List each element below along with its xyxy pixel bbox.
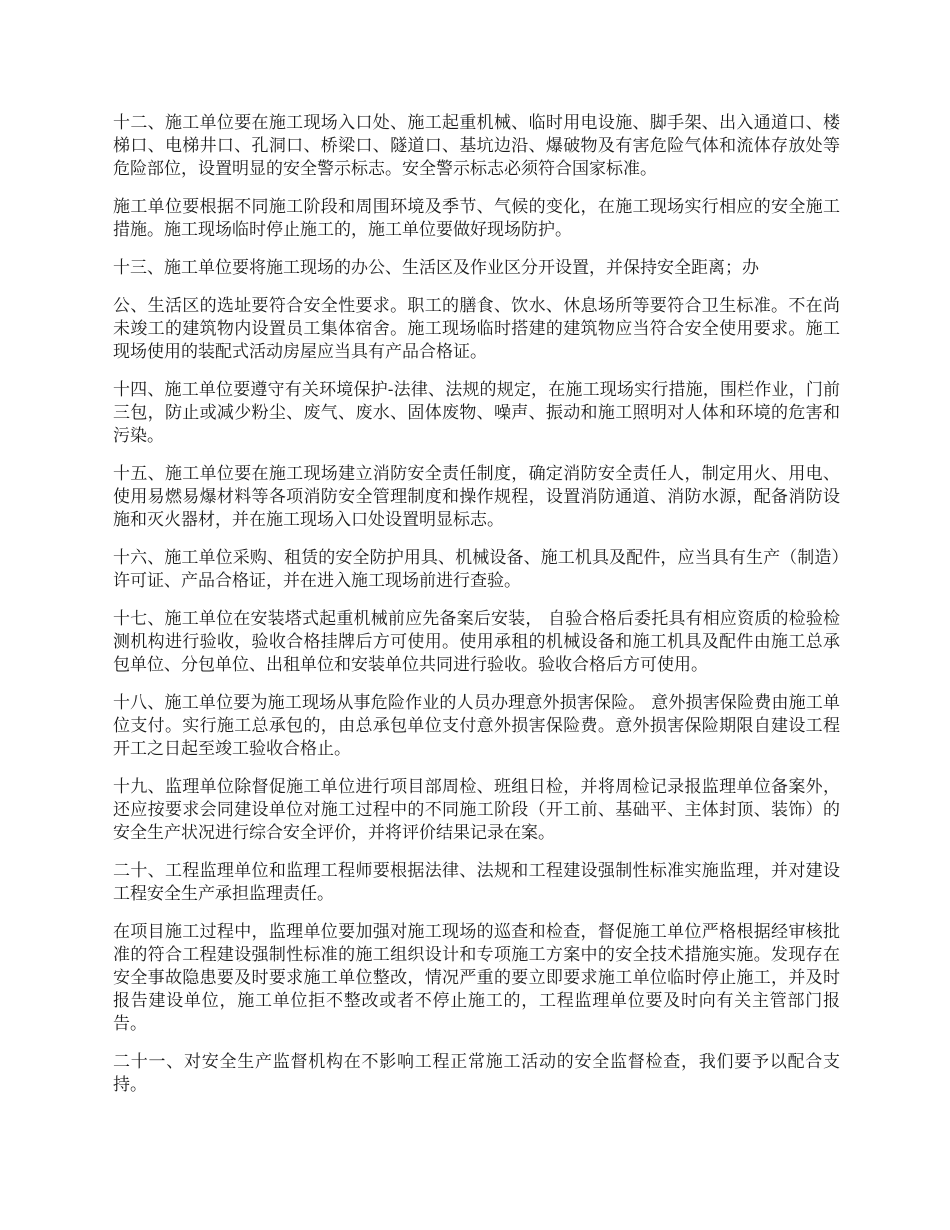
paragraph-12: 十二、施工单位要在施工现场入口处、施工起重机械、临时用电设施、脚手架、出入通道口、楼梯口、电梯井口、孔洞口、桥梁口、隧道口、基坑边沿、爆破物及有害危险气体和流体存放处等危险部位，设置明显的安全警示标志。安全警示标志必须符合国家标准。 — [113, 113, 840, 179]
paragraph-13-continued: 公、生活区的选址要符合安全性要求。职工的膳食、饮水、休息场所等要符合卫生标准。不在尚未竣工的建筑物内设置员工集体宿舍。施工现场临时搭建的建筑物应当符合安全使用要求。施工现场使用的装配式活动房屋应当具有产品合格证。 — [113, 296, 840, 362]
paragraph-21: 二十一、对安全生产监督机构在不影响工程正常施工活动的安全监督检查，我们要予以配合支持。 — [113, 1052, 840, 1095]
paragraph-18: 十八、施工单位要为施工现场从事危险作业的人员办理意外损害保险。 意外损害保险费由施工单位支付。实行施工总承包的，由总承包单位支付意外损害保险费。意外损害保险期限自建设工程开工之日起至竣工验收合格止。 — [113, 693, 840, 759]
paragraph-19: 十九、监理单位除督促施工单位进行项目部周检、班组日检，并将周检记录报监理单位备案外，还应按要求会同建设单位对施工过程中的不同施工阶段（开工前、基础平、主体封顶、装饰）的安全生产状况进行综合安全评价，并将评价结果记录在案。 — [113, 777, 840, 843]
paragraph-13: 十三、施工单位要将施工现场的办公、生活区及作业区分开设置，并保持安全距离；办 — [113, 258, 759, 278]
paragraph-15: 十五、施工单位要在施工现场建立消防安全责任制度，确定消防安全责任人，制定用火、用电、使用易燃易爆材料等各项消防安全管理制度和操作规程，设置消防通道、消防水源，配备消防设施和灭火器材，并在施工现场入口处设置明显标志。 — [113, 464, 840, 530]
paragraph-17: 十七、施工单位在安装塔式起重机械前应先备案后安装， 自验合格后委托具有相应资质的检验检测机构进行验收，验收合格挂牌后方可使用。使用承租的机械设备和施工机具及配件由施工总承包单位、分包单位、出租单位和安装单位共同进行验收。验收合格后方可使用。 — [113, 609, 840, 675]
paragraph-20: 二十、工程监理单位和监理工程师要根据法律、法规和工程建设强制性标准实施监理，并对建设工程安全生产承担监理责任。 — [113, 861, 840, 904]
paragraph-20-continued: 在项目施工过程中，监理单位要加强对施工现场的巡查和检查，督促施工单位严格根据经审核批准的符合工程建设强制性标准的施工组织设计和专项施工方案中的安全技术措施实施。发现存在安全事故隐患要及时要求施工单位整改，情况严重的要立即要求施工单位临时停止施工，并及时报告建设单位，施工单位拒不整改或者不停止施工的，工程监理单位要及时向有关主管部门报告。 — [113, 922, 840, 1034]
paragraph-16: 十六、施工单位采购、租赁的安全防护用具、机械设备、施工机具及配件，应当具有生产（制造）许可证、产品合格证，并在进入施工现场前进行查验。 — [113, 548, 840, 591]
paragraph-14: 十四、施工单位要遵守有关环境保护-法律、法规的规定，在施工现场实行措施，围栏作业，门前三包，防止或减少粉尘、废气、废水、固体废物、噪声、振动和施工照明对人体和环境的危害和污染。 — [113, 380, 840, 446]
paragraph-12-continued: 施工单位要根据不同施工阶段和周围环境及季节、气候的变化，在施工现场实行相应的安全施工措施。施工现场临时停止施工的，施工单位要做好现场防护。 — [113, 197, 840, 240]
document-page — [113, 112, 840, 1112]
